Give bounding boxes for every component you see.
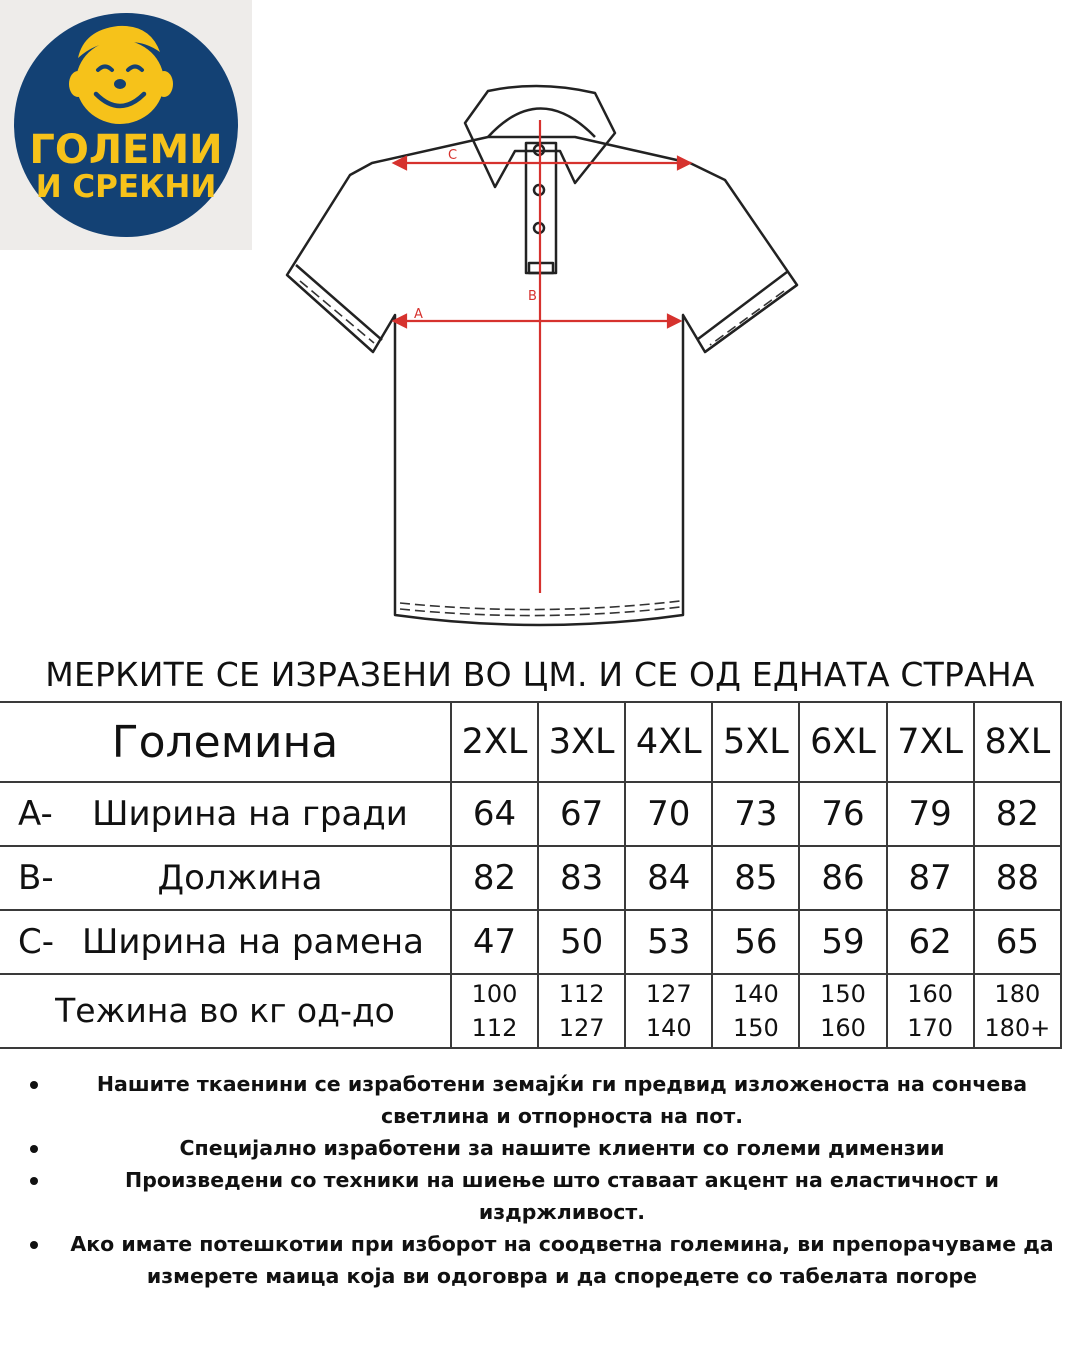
weight-cell (712, 974, 799, 1048)
brand-logo (0, 0, 252, 250)
table-cell: 82 (974, 782, 1061, 846)
table-cell: 65 (974, 910, 1061, 974)
weight-to: 140 (645, 1014, 692, 1042)
table-row (0, 910, 1061, 974)
weight-row (0, 974, 1061, 1048)
table-cell: 87 (887, 846, 974, 910)
table-cell: 73 (712, 782, 799, 846)
size-header-label: Големина (0, 702, 451, 782)
weight-cell (538, 974, 625, 1048)
row-label-text: Ширина на гради (92, 794, 408, 834)
weight-to: 180+ (984, 1014, 1051, 1042)
weight-cell (625, 974, 712, 1048)
label-a: A (414, 307, 423, 322)
table-cell: 86 (799, 846, 886, 910)
size-col: 2XL (451, 702, 538, 782)
label-c: C (448, 148, 458, 163)
measurement-note: МЕРКИТЕ СЕ ИЗРАЗЕНИ ВО ЦМ. И СЕ ОД ЕДНАТА СТРАНА (45, 655, 1035, 694)
size-col: 8XL (974, 702, 1061, 782)
table-cell: 79 (887, 782, 974, 846)
table-cell: 53 (625, 910, 712, 974)
table-cell: 70 (625, 782, 712, 846)
weight-to: 150 (732, 1014, 779, 1042)
weight-from: 127 (645, 980, 692, 1008)
weight-cell (799, 974, 886, 1048)
row-label (0, 846, 451, 910)
weight-from: 160 (907, 980, 953, 1008)
table-cell: 62 (887, 910, 974, 974)
row-letter: A- (18, 794, 53, 834)
row-label (0, 782, 451, 846)
weight-from: 140 (732, 980, 779, 1008)
table-cell: 59 (799, 910, 886, 974)
row-letter: B- (18, 858, 54, 898)
table-cell: 56 (712, 910, 799, 974)
row-label-text: Должина (157, 858, 323, 898)
row-label (0, 910, 451, 974)
weight-from: 150 (820, 980, 866, 1008)
weight-cell (974, 974, 1061, 1048)
table-cell: 84 (625, 846, 712, 910)
weight-to: 170 (907, 1014, 953, 1042)
polo-shirt-diagram (270, 75, 810, 640)
list-item: Специјално изработени за нашите клиенти со големи димензии (0, 1132, 1080, 1164)
weight-to: 160 (820, 1014, 866, 1042)
size-col: 7XL (887, 702, 974, 782)
table-cell: 64 (451, 782, 538, 846)
weight-label: Тежина во кг од-до (0, 974, 451, 1048)
weight-cell (887, 974, 974, 1048)
weight-to: 112 (471, 1014, 518, 1042)
table-row (0, 782, 1061, 846)
weight-from: 112 (558, 980, 605, 1008)
table-cell: 76 (799, 782, 886, 846)
table-cell: 82 (451, 846, 538, 910)
table-cell: 67 (538, 782, 625, 846)
weight-from: 180 (994, 980, 1041, 1008)
table-cell: 83 (538, 846, 625, 910)
list-item: Ако имате потешкотии при изборот на соодветна големина, ви препорачуваме да измерете маица која ви одоговра и да споредете со табелата погоре (0, 1228, 1080, 1292)
size-col: 4XL (625, 702, 712, 782)
weight-cell (451, 974, 538, 1048)
table-row (0, 846, 1061, 910)
size-table (0, 701, 1062, 1049)
row-letter: C- (18, 922, 55, 962)
brand-line2: И СРЕКНИ (35, 169, 217, 205)
list-item: Произведени со техники на шиење што ставаат акцент на еластичност и издржливост. (0, 1164, 1080, 1228)
weight-from: 100 (471, 980, 518, 1008)
weight-to: 127 (558, 1014, 605, 1042)
table-header-row (0, 702, 1061, 782)
table-cell: 88 (974, 846, 1061, 910)
size-col: 6XL (799, 702, 886, 782)
label-b: B (528, 289, 537, 304)
size-col: 5XL (712, 702, 799, 782)
table-cell: 85 (712, 846, 799, 910)
brand-line1: ГОЛЕМИ (29, 127, 223, 173)
list-item: Нашите ткаенини се изработени земајќи ги предвид изложеноста на сончева светлина и отпорноста на пот. (0, 1068, 1080, 1132)
table-cell: 50 (538, 910, 625, 974)
table-cell: 47 (451, 910, 538, 974)
size-col: 3XL (538, 702, 625, 782)
row-label-text: Ширина на рамена (82, 922, 424, 962)
notes-list (0, 1068, 1080, 1292)
